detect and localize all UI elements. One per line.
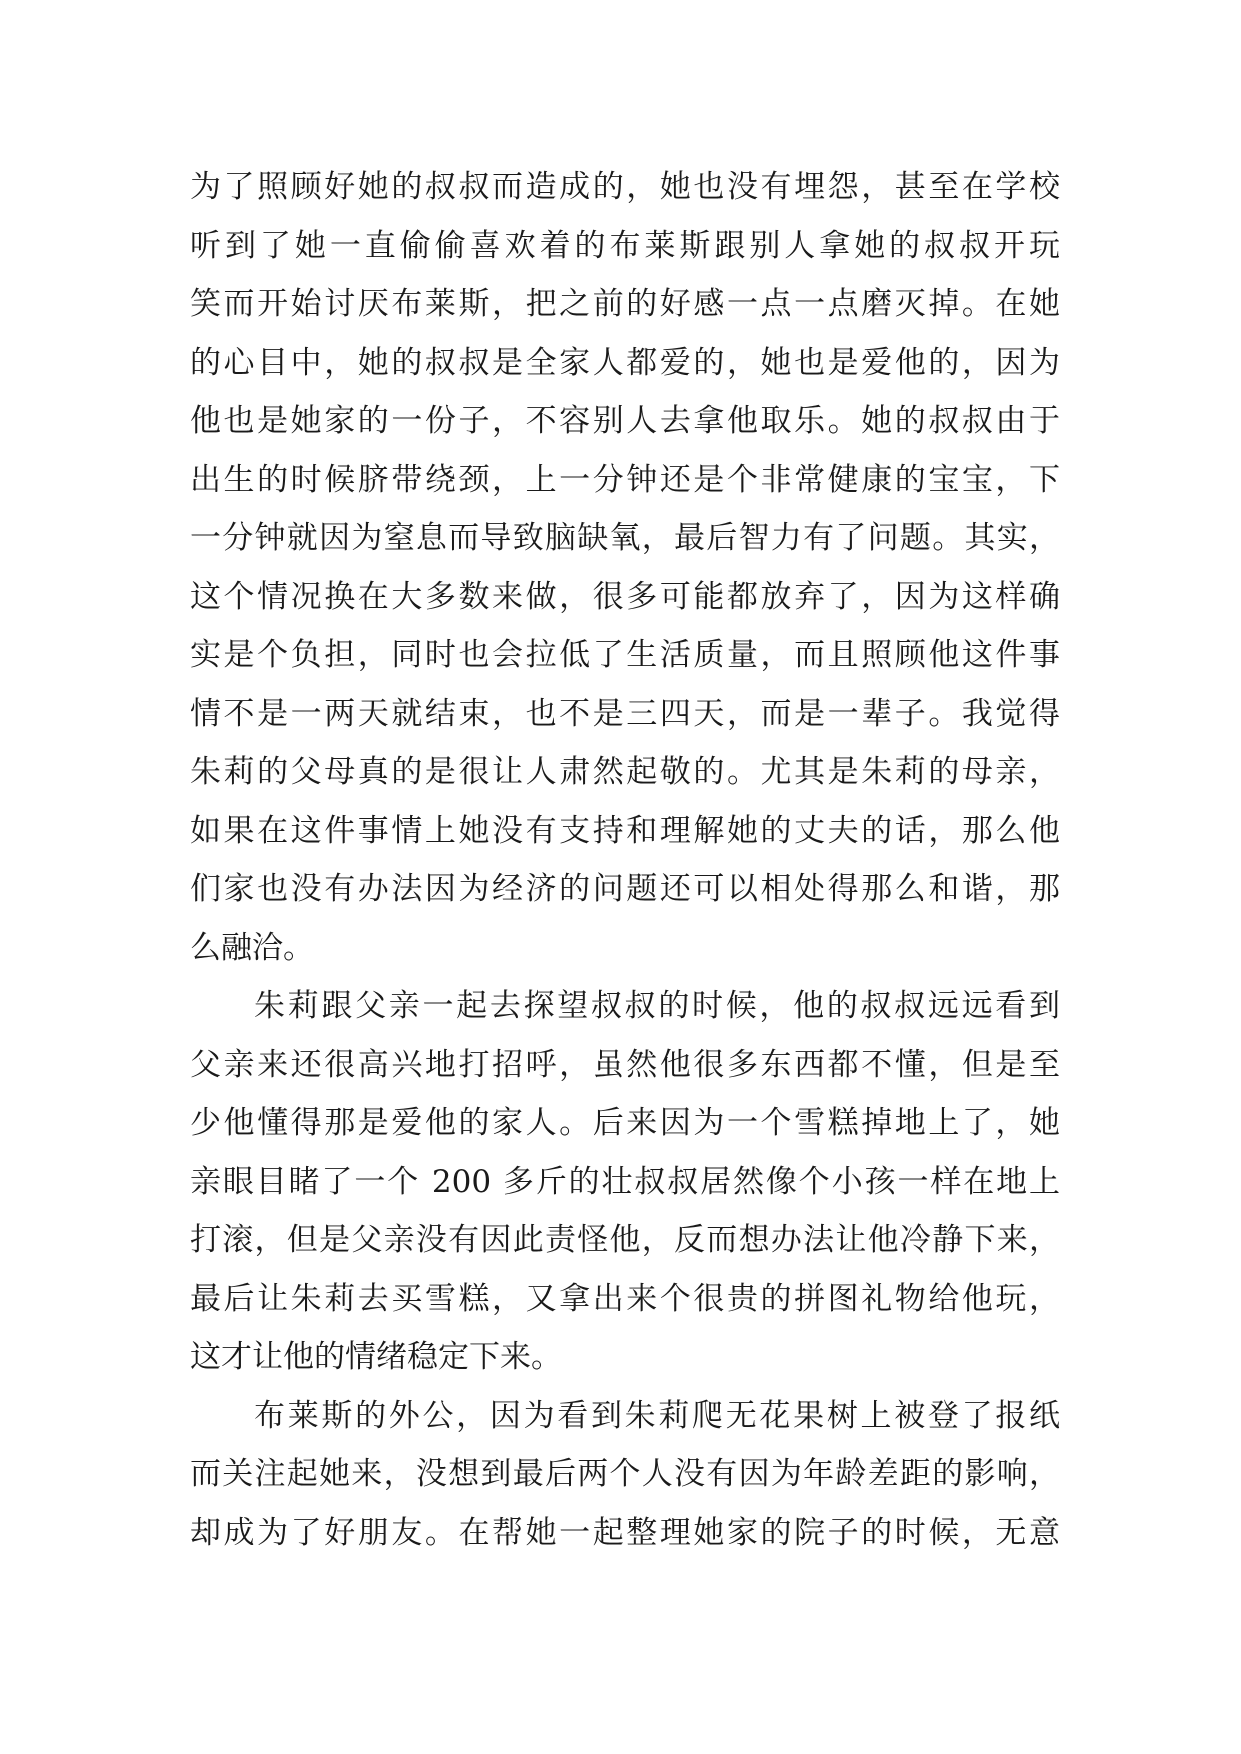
text-line: 少他懂得那是爱他的家人。后来因为一个雪糕掉地上了，她	[190, 1105, 1060, 1141]
text-line: 这才让他的情绪稳定下来。	[190, 1339, 562, 1375]
text-line: 他也是她家的一份子，不容别人去拿他取乐。她的叔叔由于	[190, 403, 1060, 439]
text-line: 实是个负担，同时也会拉低了生活质量，而且照顾他这件事	[190, 637, 1060, 673]
text-line: 为了照顾好她的叔叔而造成的，她也没有埋怨，甚至在学校	[190, 169, 1060, 205]
text-line: 朱莉跟父亲一起去探望叔叔的时候，他的叔叔远远看到	[254, 988, 1060, 1024]
text-line: 布莱斯的外公，因为看到朱莉爬无花果树上被登了报纸	[254, 1397, 1060, 1434]
text-line: 亲眼目睹了一个 200 多斤的壮叔叔居然像个小孩一样在地上	[190, 1163, 1060, 1200]
text-line: 而关注起她来，没想到最后两个人没有因为年龄差距的影响，	[190, 1456, 1060, 1492]
body-text	[190, 158, 1060, 1562]
text-line: 如果在这件事情上她没有支持和理解她的丈夫的话，那么他	[190, 812, 1060, 849]
text-line: 么融洽。	[190, 929, 314, 966]
text-line: 一分钟就因为窒息而导致脑缺氧，最后智力有了问题。其实，	[190, 520, 1060, 556]
text-line: 出生的时候脐带绕颈，上一分钟还是个非常健康的宝宝，下	[190, 461, 1060, 498]
text-line: 的心目中，她的叔叔是全家人都爱的，她也是爱他的，因为	[190, 344, 1060, 381]
text-line: 情不是一两天就结束，也不是三四天，而是一辈子。我觉得	[190, 695, 1060, 732]
text-line: 这个情况换在大多数来做，很多可能都放弃了，因为这样确	[190, 578, 1060, 615]
text-line: 听到了她一直偷偷喜欢着的布莱斯跟别人拿她的叔叔开玩	[190, 227, 1060, 264]
text-line: 们家也没有办法因为经济的问题还可以相处得那么和谐，那	[190, 871, 1060, 907]
text-line: 父亲来还很高兴地打招呼，虽然他很多东西都不懂，但是至	[190, 1046, 1060, 1083]
text-line: 却成为了好朋友。在帮她一起整理她家的院子的时候，无意	[190, 1514, 1060, 1551]
text-line: 笑而开始讨厌布莱斯，把之前的好感一点一点磨灭掉。在她	[190, 286, 1060, 322]
text-line: 朱莉的父母真的是很让人肃然起敬的。尤其是朱莉的母亲，	[190, 754, 1060, 790]
text-line: 最后让朱莉去买雪糕，又拿出来个很贵的拼图礼物给他玩，	[190, 1280, 1060, 1317]
text-line: 打滚，但是父亲没有因此责怪他，反而想办法让他冷静下来，	[190, 1222, 1060, 1258]
